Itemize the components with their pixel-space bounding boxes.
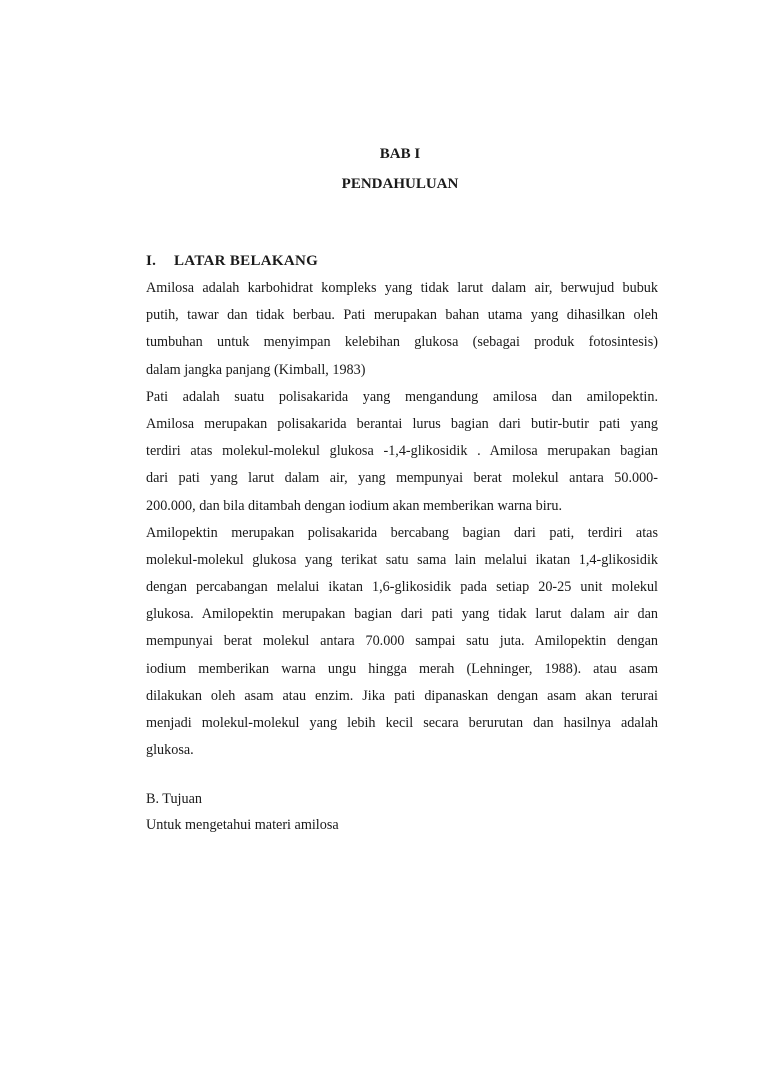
section-title: LATAR BELAKANG bbox=[174, 253, 319, 269]
body-text bbox=[146, 275, 658, 764]
paragraph bbox=[146, 384, 658, 520]
paragraph bbox=[146, 275, 658, 384]
text-line: dilakukan oleh asam atau enzim. Jika pati dipanaskan dengan asam akan terurai bbox=[146, 687, 658, 704]
chapter-number: BAB I bbox=[379, 146, 421, 162]
text-line: glukosa. Amilopektin merupakan bagian dari pati yang tidak larut dalam air dan bbox=[146, 606, 658, 623]
text-line: iodium memberikan warna ungu hingga merah (Lehninger, 1988). atau asam bbox=[146, 660, 658, 677]
text-line: Amilosa merupakan polisakarida berantai lurus bagian dari butir-butir pati yang bbox=[146, 415, 658, 432]
text-line: putih, tawar dan tidak berbau. Pati merupakan bahan utama yang dihasilkan oleh bbox=[146, 307, 658, 324]
subsection-text: Untuk mengetahui materi amilosa bbox=[146, 817, 339, 833]
text-line: terdiri atas molekul-molekul glukosa -1,4-glikosidik . Amilosa merupakan bagian bbox=[146, 443, 658, 460]
text-line: mempunyai berat molekul antara 70.000 sampai satu juta. Amilopektin dengan bbox=[146, 633, 658, 650]
text-line: menjadi molekul-molekul yang lebih kecil secara berurutan dan hasilnya adalah bbox=[146, 715, 658, 731]
text-line: tumbuhan untuk menyimpan kelebihan glukosa (sebagai produk fotosintesis) bbox=[146, 334, 658, 351]
text-line: Amilopektin merupakan polisakarida bercabang bagian dari pati, terdiri atas bbox=[146, 524, 658, 541]
text-line: Amilosa adalah karbohidrat kompleks yang tidak larut dalam air, berwujud bubuk bbox=[146, 280, 658, 296]
text-line: dalam jangka panjang (Kimball, 1983) bbox=[146, 361, 366, 378]
chapter-title: PENDAHULUAN bbox=[341, 176, 459, 192]
subsection-heading: B. Tujuan bbox=[146, 791, 202, 807]
section-number: I. bbox=[146, 253, 157, 269]
text-line: molekul-molekul glukosa yang terikat satu sama lain melalui ikatan 1,4-glikosidik bbox=[146, 551, 658, 568]
text-line: dari pati yang larut dalam air, yang mempunyai berat molekul antara 50.000- bbox=[146, 470, 658, 487]
section-heading bbox=[146, 253, 318, 270]
text-line: dengan percabangan melalui ikatan 1,6-glikosidik pada setiap 20-25 unit molekul bbox=[146, 579, 658, 596]
text-line: 200.000, dan bila ditambah dengan iodium akan memberikan warna biru. bbox=[146, 497, 563, 514]
text-line: glukosa. bbox=[146, 742, 194, 759]
paragraph bbox=[146, 520, 658, 765]
text-line: Pati adalah suatu polisakarida yang mengandung amilosa dan amilopektin. bbox=[146, 388, 658, 405]
